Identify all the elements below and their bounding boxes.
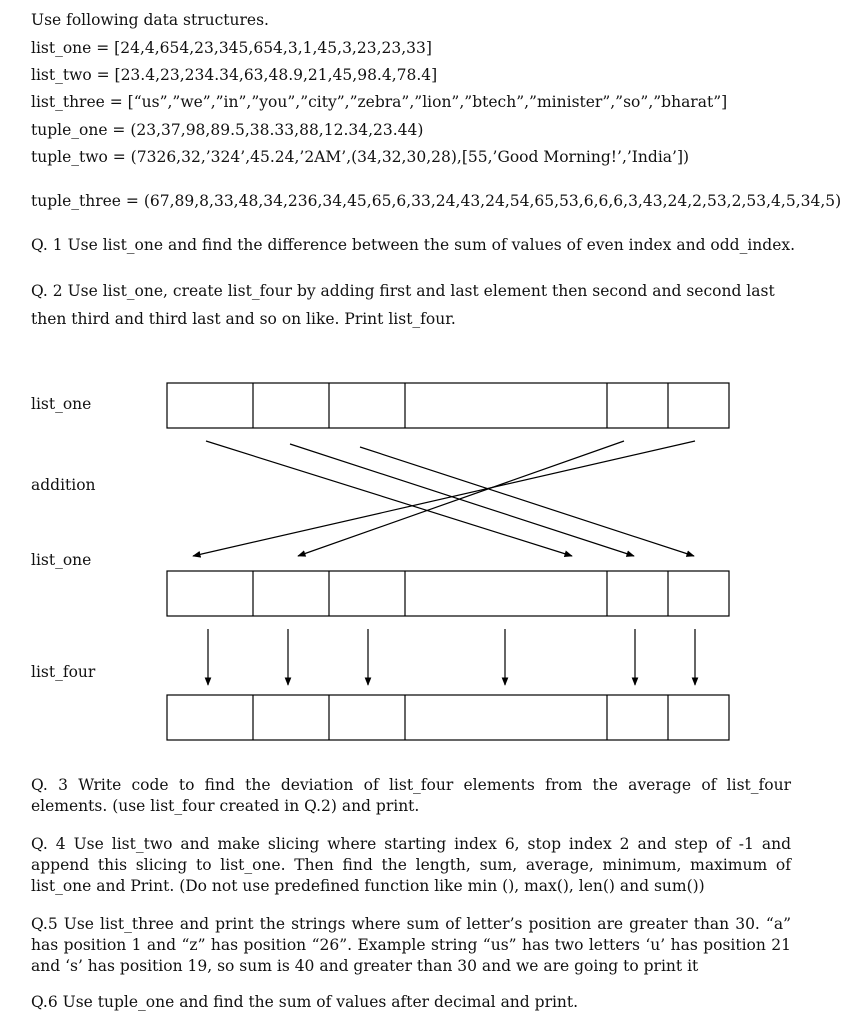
def-list-one: list_one = [24,4,654,23,345,654,3,1,45,3,23,23,33] [31, 39, 432, 57]
cross-arrow [193, 441, 695, 556]
diagram-label-list-one-top: list_one [31, 395, 92, 413]
def-list-two: list_two = [23.4,23,234.34,63,48.9,21,45,98.4,78.4] [31, 66, 438, 84]
diagram-label-addition: addition [31, 476, 96, 494]
diagram-label-list-one-mid: list_one [31, 551, 92, 569]
def-tuple-two: tuple_two = (7326,32,’324’,45.24,’2AM’,(34,32,30,28),[55,’Good Morning!’,’India’]) [31, 148, 690, 166]
row-list-four [167, 695, 729, 740]
question-6: Q.6 Use tuple_one and find the sum of values after decimal and print. [31, 993, 579, 1011]
cross-arrow [360, 447, 694, 556]
intro-text: Use following data structures. [31, 11, 269, 29]
diagram-label-list-four: list_four [31, 663, 96, 681]
row-list-one-mid [167, 571, 729, 616]
row-list-one-top [167, 383, 729, 428]
cross-arrow [298, 441, 624, 556]
question-2: Q. 2 Use list_one, create list_four by adding first and last element then second and second last then third and third last and so on like. Print list_four. [31, 282, 775, 328]
question-3: Q. 3 Write code to find the deviation of list_four elements from the average of list_four elements. (use list_four created in Q.2) and print. [31, 776, 791, 815]
question-5: Q.5 Use list_three and print the strings where sum of letter’s position are greater than 30. “a” has position 1 and “z” has position “26”. Example string “us” has two letters ‘u’ has position 21 and ‘s’ has position 19, so sum is 40 and greater than 30 and we are going to print it [31, 915, 791, 975]
def-list-three: list_three = [“us”,”we”,”in”,”you”,”city”,”zebra”,”lion”,”btech”,”minister”,”so”,”bharat”] [31, 93, 728, 111]
cross-arrow [290, 444, 634, 556]
def-tuple-one: tuple_one = (23,37,98,89.5,38.33,88,12.34,23.44) [31, 121, 424, 139]
def-tuple-three: tuple_three = (67,89,8,33,48,34,236,34,45,65,6,33,24,43,24,54,65,53,6,6,6,3,43,24,2,53,2,53,4,5,34,5) [31, 192, 842, 210]
question-1: Q. 1 Use list_one and find the difference between the sum of values of even index and odd_index. [31, 236, 796, 254]
question-4: Q. 4 Use list_two and make slicing where starting index 6, stop index 2 and step of -1 and append this slicing to list_one. Then find the length, sum, average, minimum, maximum of list_one and Print. (Do not use predefined function like min (), max(), len() and sum()) [31, 835, 791, 895]
